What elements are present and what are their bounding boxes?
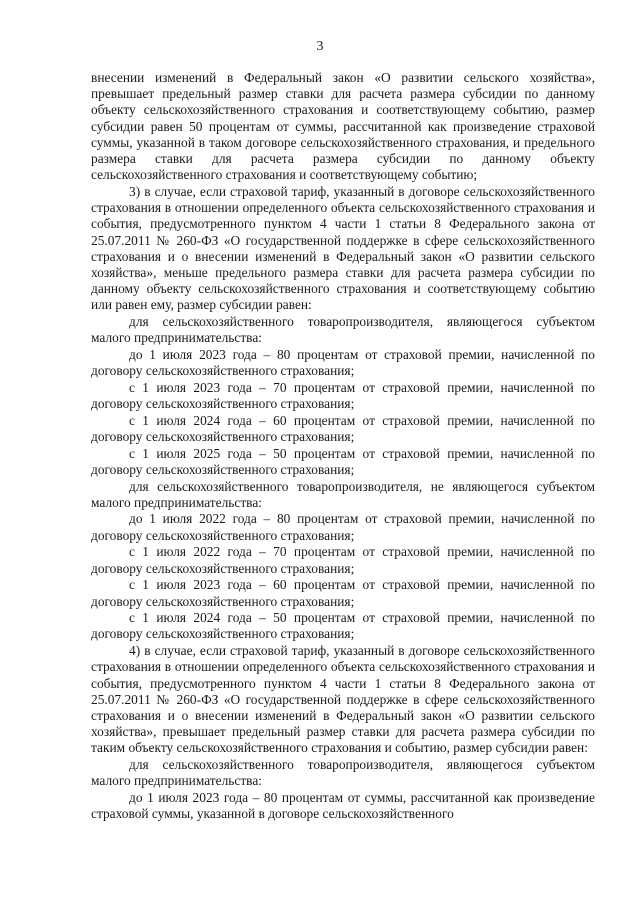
paragraph-item-3: 3) в случае, если страховой тариф, указанный в договоре сельскохозяйственного страхования в отношении определенного объекта сельскохозяйственного страхования и события, предусмотренного пунктом 4 части 1 статьи 8 Федерального закона от 25.07.2011 № 260-ФЗ «О государственной поддержке в сфере сельскохозяйственного страхования и о внесении изменений в Федеральный закон «О развитии сельского хозяйства», меньше предельного размера ставки для расчета размера субсидии по данному объекту сельскохозяйственного страхования и соответствующему событию или равен ему, размер субсидии равен: <box>91 183 595 313</box>
paragraph-small-business-heading: для сельскохозяйственного товаропроизводителя, являющегося субъектом малого предпринимательства: <box>91 314 595 346</box>
paragraph-continuation: внесении изменений в Федеральный закон «О развитии сельского хозяйства», превышает предельный размер ставки для расчета размера субсидии по данному объекту сельскохозяйственного страхования и соответствующему событию, размер субсидии равен 50 процентам от суммы, рассчитанной как произведение страховой суммы, указанной в таком договоре сельскохозяйственного страхования, и предельного размера ставки для расчета размера субсидии по данному объекту сельскохозяйственного страхования и соответствующему событию; <box>91 70 595 183</box>
paragraph-small-business-heading: для сельскохозяйственного товаропроизводителя, являющегося субъектом малого предпринимательства: <box>91 757 595 789</box>
paragraph-rate-line: с 1 июля 2025 года – 50 процентам от страховой премии, начисленной по договору сельскохозяйственного страхования; <box>91 445 595 477</box>
paragraph-rate-line: с 1 июля 2023 года – 60 процентам от страховой премии, начисленной по договору сельскохозяйственного страхования; <box>91 577 595 609</box>
paragraph-rate-line: с 1 июля 2022 года – 70 процентам от страховой премии, начисленной по договору сельскохозяйственного страхования; <box>91 544 595 576</box>
paragraph-item-4: 4) в случае, если страховой тариф, указанный в договоре сельскохозяйственного страхования в отношении определенного объекта сельскохозяйственного страхования и события, предусмотренного пунктом 4 части 1 статьи 8 Федерального закона от 25.07.2011 № 260-ФЗ «О государственной поддержке в сфере сельскохозяйственного страхования и о внесении изменений в Федеральный закон «О развитии сельского хозяйства», превышает предельный размер ставки для расчета размера субсидии по таким объекту сельскохозяйственного страхования и событию, размер субсидии равен: <box>91 643 595 756</box>
document-body <box>91 70 595 823</box>
paragraph-non-small-business-heading: для сельскохозяйственного товаропроизводителя, не являющегося субъектом малого предпринимательства: <box>91 478 595 510</box>
paragraph-rate-line: до 1 июля 2023 года – 80 процентам от суммы, рассчитанной как произведение страховой суммы, указанной в договоре сельскохозяйственного <box>91 789 595 822</box>
paragraph-rate-line: с 1 июля 2024 года – 50 процентам от страховой премии, начисленной по договору сельскохозяйственного страхования; <box>91 610 595 642</box>
page-number: 3 <box>316 39 324 54</box>
paragraph-rate-line: до 1 июля 2022 года – 80 процентам от страховой премии, начисленной по договору сельскохозяйственного страхования; <box>91 511 595 543</box>
paragraph-rate-line: до 1 июля 2023 года – 80 процентам от страховой премии, начисленной по договору сельскохозяйственного страхования; <box>91 346 595 379</box>
paragraph-rate-line: с 1 июля 2024 года – 60 процентам от страховой премии, начисленной по договору сельскохозяйственного страхования; <box>91 412 595 444</box>
paragraph-rate-line: с 1 июля 2023 года – 70 процентам от страховой премии, начисленной по договору сельскохозяйственного страхования; <box>91 379 595 412</box>
